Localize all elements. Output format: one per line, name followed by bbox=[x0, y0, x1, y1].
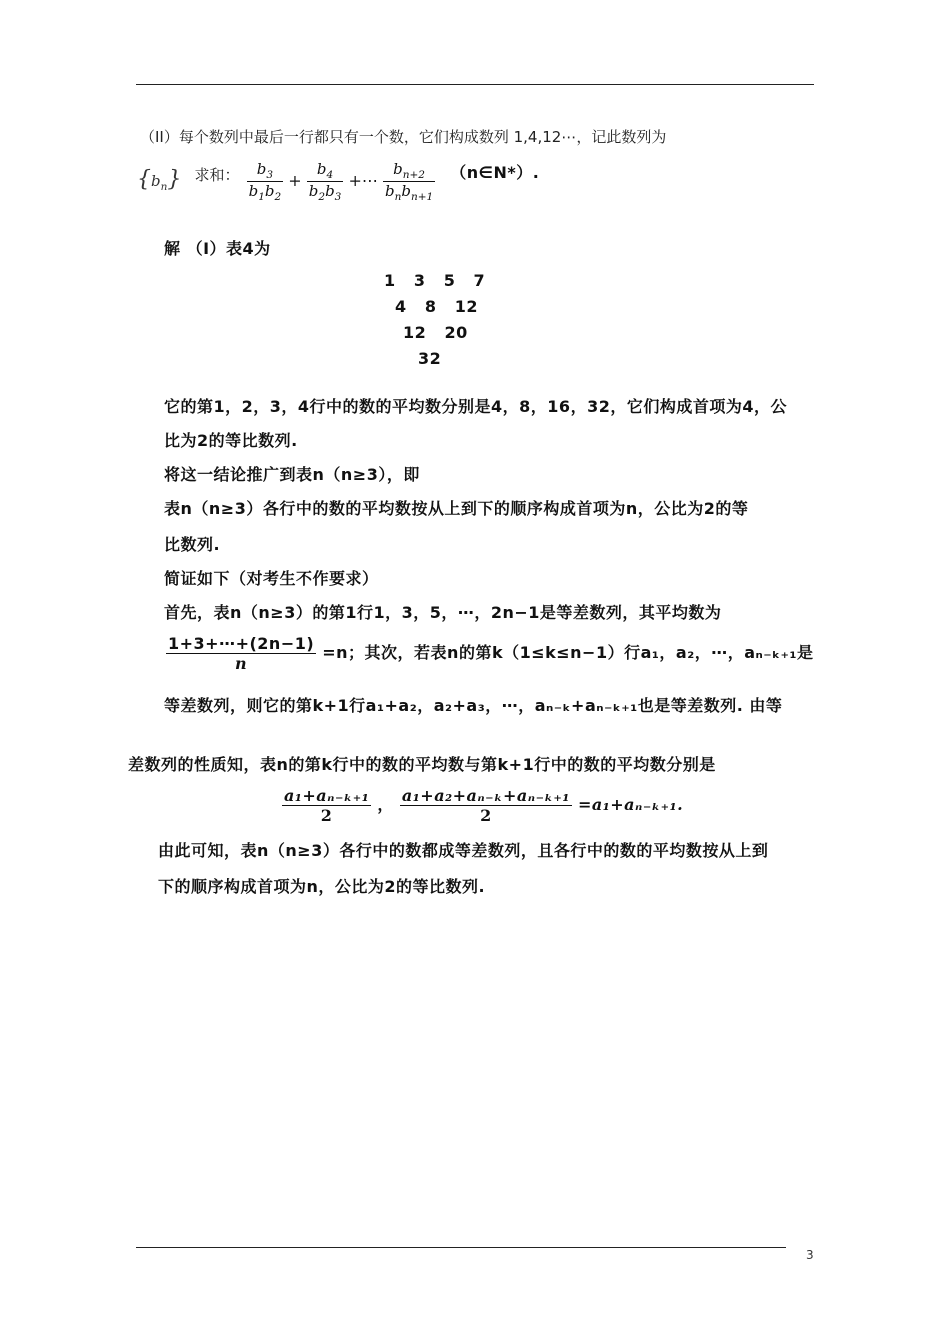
mean-row-k1: $\frac{\text{a₁+a₂+aₙ₋ₖ+aₙ₋ₖ₊₁}}{2}$ bbox=[401, 786, 570, 825]
equation-rhs: =a₁+aₙ₋ₖ₊₁. bbox=[577, 795, 684, 814]
domain-condition: （n∈N*）. bbox=[450, 163, 540, 182]
para-property: 差数列的性质知，表n的第k行中的数的平均数与第k+1行中的数的平均数分别是 bbox=[128, 755, 716, 774]
para-claim-cont: 比数列. bbox=[164, 535, 221, 554]
para-conclusion-cont: 下的顺序构成首项为n，公比为2的等比数列. bbox=[158, 877, 486, 896]
sequence-name: $\{b_n\}$ bbox=[137, 167, 182, 193]
para-generalize: 将这一结论推广到表n（n≥3），即 bbox=[164, 465, 420, 484]
para-conclusion: 由此可知，表n（n≥3）各行中的数都成等差数列，且各行中的数的平均数按从上到 bbox=[158, 841, 769, 860]
solution-heading: 解 （Ⅰ）表4为 bbox=[164, 239, 271, 258]
part2-formula-line bbox=[137, 160, 539, 212]
mean-fraction: $\frac{1+3+\cdots+(2n-1)}{n}$ bbox=[168, 634, 315, 673]
equation-means bbox=[282, 786, 683, 825]
page-number: 3 bbox=[806, 1248, 814, 1262]
part2-line1: （II）每个数列中最后一行都只有一个数，它们构成数列 1,4,12⋯，记此数列为 bbox=[140, 128, 667, 146]
equation-separator: ， bbox=[377, 795, 394, 814]
sum-term-n: $\frac{b_{n+2}}{b_nb_{n+1}}$ bbox=[384, 160, 434, 203]
table4-row-3: 12 20 bbox=[403, 323, 468, 342]
para-mean-formula bbox=[166, 634, 814, 673]
mean-row-k: $\frac{\text{a₁+aₙ₋ₖ₊₁}}{2}$ bbox=[284, 786, 370, 825]
footer-rule bbox=[136, 1247, 786, 1248]
para-first-row: 首先，表n（n≥3）的第1行1，3，5，⋯，2n−1是等差数列，其平均数为 bbox=[164, 603, 722, 622]
ellipsis: +⋯ bbox=[348, 171, 378, 190]
mean-rest: =n；其次，若表n的第k（1≤k≤n−1）行a₁，a₂，⋯，aₙ₋ₖ₊₁是 bbox=[322, 643, 814, 662]
para-proof-intro: 简证如下（对考生不作要求） bbox=[164, 569, 379, 588]
sum-term-2: $\frac{b_4}{b_2b_3}$ bbox=[308, 160, 342, 203]
plus-sign: + bbox=[288, 171, 302, 190]
qiuhe-label: 求和： bbox=[194, 166, 240, 184]
table4-row-4: 32 bbox=[418, 349, 442, 368]
para-averages: 它的第1，2，3，4行中的数的平均数分别是4，8，16，32，它们构成首项为4，公 bbox=[164, 397, 787, 416]
para-claim: 表n（n≥3）各行中的数的平均数按从上到下的顺序构成首项为n，公比为2的等 bbox=[164, 499, 749, 518]
para-next-row: 等差数列，则它的第k+1行a₁+a₂，a₂+a₃，⋯，aₙ₋ₖ+aₙ₋ₖ₊₁也是等差数列. 由等 bbox=[164, 696, 783, 715]
para-averages-cont: 比为2的等比数列. bbox=[164, 431, 298, 450]
table4-row-2: 4 8 12 bbox=[395, 297, 478, 316]
table4-row-1: 1 3 5 7 bbox=[384, 271, 486, 290]
header-rule bbox=[136, 84, 814, 85]
sum-term-1: $\frac{b_3}{b_1b_2}$ bbox=[248, 160, 282, 203]
